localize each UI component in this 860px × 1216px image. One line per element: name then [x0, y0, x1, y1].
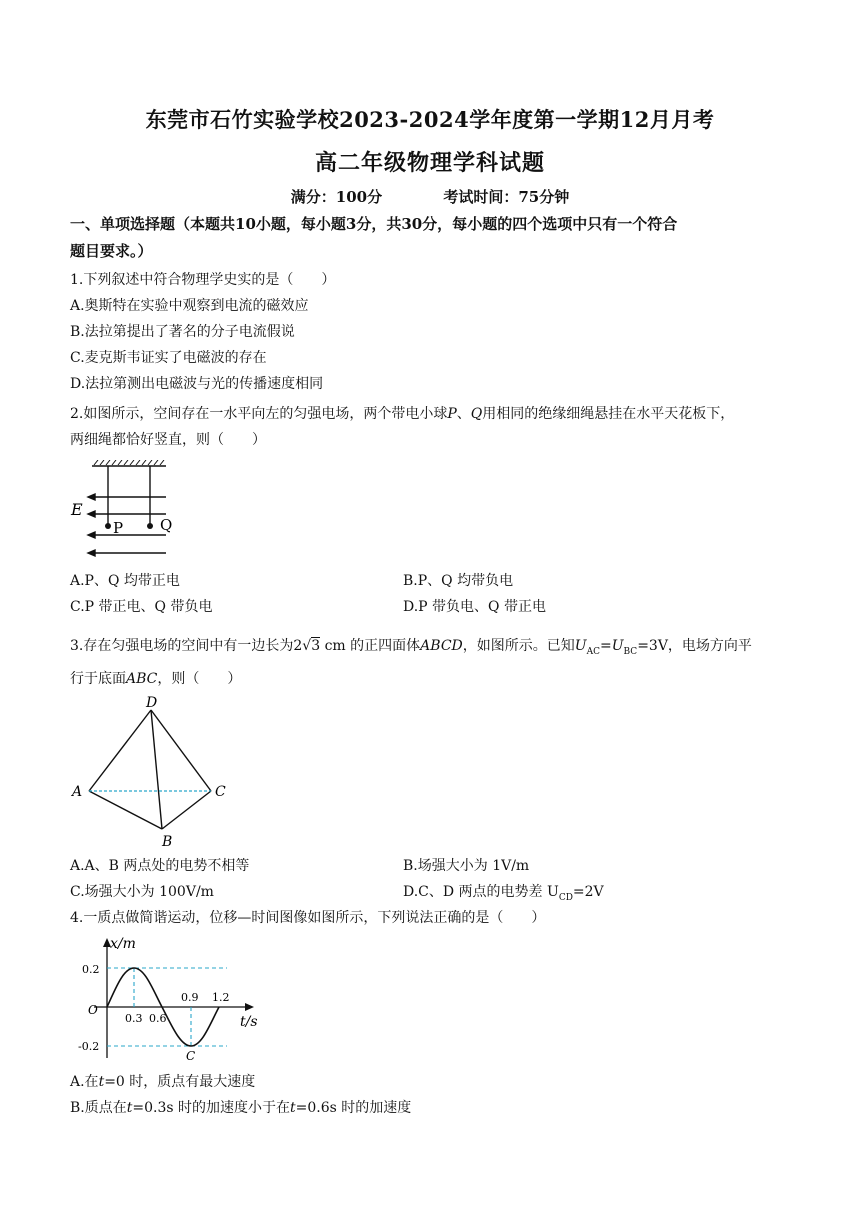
q2-option-d: D.P 带负电、Q 带正电 — [403, 599, 546, 615]
edge-db — [151, 710, 162, 829]
q3-u2: U — [611, 638, 624, 654]
q3-optd-sub: CD — [558, 892, 573, 903]
edge-dc — [151, 710, 211, 791]
q1-option-d: D.法拉第测出电磁波与光的传播速度相同 — [70, 376, 324, 392]
q3-radicand: 3 — [311, 638, 321, 654]
q1-option-a: A.奥斯特在实验中观察到电流的磁效应 — [70, 298, 309, 314]
x-axis-label: t/s — [240, 1014, 258, 1030]
q3-sub-bc: BC — [623, 646, 638, 657]
ball-p — [105, 523, 111, 529]
q3-option-a: A.A、B 两点处的电势不相等 — [70, 858, 250, 874]
y-tick-top: 0.2 — [82, 963, 100, 976]
q4-stem: 4.一质点做简谐运动，位移—时间图像如图所示，下列说法正确的是（ ） — [70, 910, 546, 926]
vertex-a: A — [72, 784, 83, 800]
y-tick-bottom: -0.2 — [78, 1040, 100, 1053]
q4-var-t3: t — [290, 1100, 296, 1116]
q3-line2-text2: ，则（ ） — [157, 671, 242, 687]
x-tick-09: 0.9 — [181, 991, 199, 1004]
vertex-d: D — [146, 695, 158, 711]
exam-meta — [0, 186, 860, 207]
q3-stem-line2 — [70, 669, 810, 689]
q2-sep: 、 — [456, 406, 471, 422]
label-p: P — [113, 519, 124, 537]
label-e: E — [71, 500, 83, 519]
q4-figure — [72, 934, 272, 1064]
q4-optb-text3: =0.6s 时的加速度 — [295, 1100, 412, 1116]
q2-stem-text2: 用相同的绝缘细绳悬挂在水平天花板下， — [482, 406, 735, 422]
q4-opta-text1: A.在 — [70, 1074, 99, 1090]
q3-body: ABCD — [420, 638, 463, 654]
section-heading — [70, 211, 790, 265]
q3-stem — [70, 636, 810, 662]
q4-optb-text2: =0.3s 时的加速度小于在 — [132, 1100, 291, 1116]
q3-line2-text1: 行于底面 — [70, 671, 126, 687]
q3-option-d — [403, 882, 803, 908]
q2-var-p: P — [447, 406, 457, 422]
q3-text4: =3V，电场方向平 — [637, 638, 752, 654]
x-axis-arrow — [245, 1003, 254, 1011]
q4-option-b — [70, 1098, 810, 1118]
exam-time: 考试时间：75分钟 — [443, 188, 570, 206]
q4-optb-text1: B.质点在 — [70, 1100, 127, 1116]
ceiling-hatch — [94, 460, 164, 465]
q3-figure — [66, 694, 236, 852]
x-tick-03: 0.3 — [125, 1012, 143, 1025]
q1-option-c: C.麦克斯韦证实了电磁波的存在 — [70, 350, 267, 366]
q3-option-b: B.场强大小为 1V/m — [403, 858, 530, 874]
field-lines — [88, 494, 166, 556]
ball-q — [147, 523, 153, 529]
edge-bc — [162, 791, 211, 829]
q3-text3: ，如图所示。已知 — [462, 638, 575, 654]
q3-text2: cm 的正四面体 — [324, 638, 421, 654]
x-tick-06: 0.6 — [149, 1012, 167, 1025]
q4-option-a — [70, 1072, 810, 1092]
edge-ad — [89, 710, 151, 791]
sqrt-icon: √ — [302, 638, 312, 654]
q3-optd-text: D.C、D 两点的电势差 U — [403, 884, 559, 900]
q3-base: ABC — [126, 671, 158, 687]
q2-var-q: Q — [470, 406, 483, 422]
origin-label: O — [88, 1003, 98, 1017]
q4-var-t2: t — [126, 1100, 133, 1116]
vertex-b: B — [162, 834, 173, 850]
full-score: 满分：100分 — [290, 188, 383, 206]
point-c: C — [186, 1049, 196, 1063]
section-heading-line2: 题目要求。） — [70, 242, 153, 260]
q3-text1: 3.存在匀强电场的空间中有一边长为 — [70, 638, 294, 654]
q1-stem: 1.下列叙述中符合物理学史实的是（ ） — [70, 272, 336, 288]
q4-opta-text2: =0 时，质点有最大速度 — [104, 1074, 256, 1090]
q2-figure — [66, 460, 196, 565]
q2-option-b: B.P、Q 均带负电 — [403, 573, 514, 589]
q1-option-b: B.法拉第提出了著名的分子电流假说 — [70, 324, 295, 340]
q2-option-a: A.P、Q 均带正电 — [70, 573, 180, 589]
q2-stem-text: 2.如图所示，空间存在一水平向左的匀强电场，两个带电小球 — [70, 406, 448, 422]
q3-eq: = — [599, 638, 612, 654]
q3-u1: U — [574, 638, 587, 654]
q2-option-c: C.P 带正电、Q 带负电 — [70, 599, 213, 615]
q3-coef: 2 — [293, 638, 303, 654]
label-q: Q — [160, 516, 173, 534]
exam-subtitle: 高二年级物理学科试题 — [314, 150, 545, 176]
vertex-c: C — [215, 784, 226, 800]
x-tick-12: 1.2 — [212, 991, 230, 1004]
q3-sub-ac: AC — [586, 646, 600, 657]
q2-stem-line2: 两细绳都恰好竖直，则（ ） — [70, 432, 266, 448]
section-heading-line1: 一、单项选择题（本题共10小题，每小题3分，共30分，每小题的四个选项中只有一个符合 — [70, 215, 678, 233]
edge-ab — [89, 791, 162, 829]
exam-title: 东莞市石竹实验学校2023-2024学年度第一学期12月月考 — [145, 107, 715, 132]
q3-option-c: C.场强大小为 100V/m — [70, 884, 214, 900]
y-axis-label: x/m — [110, 936, 136, 952]
q3-optd-text2: =2V — [572, 884, 604, 900]
q4-var-t: t — [98, 1074, 105, 1090]
q2-stem — [70, 404, 810, 424]
